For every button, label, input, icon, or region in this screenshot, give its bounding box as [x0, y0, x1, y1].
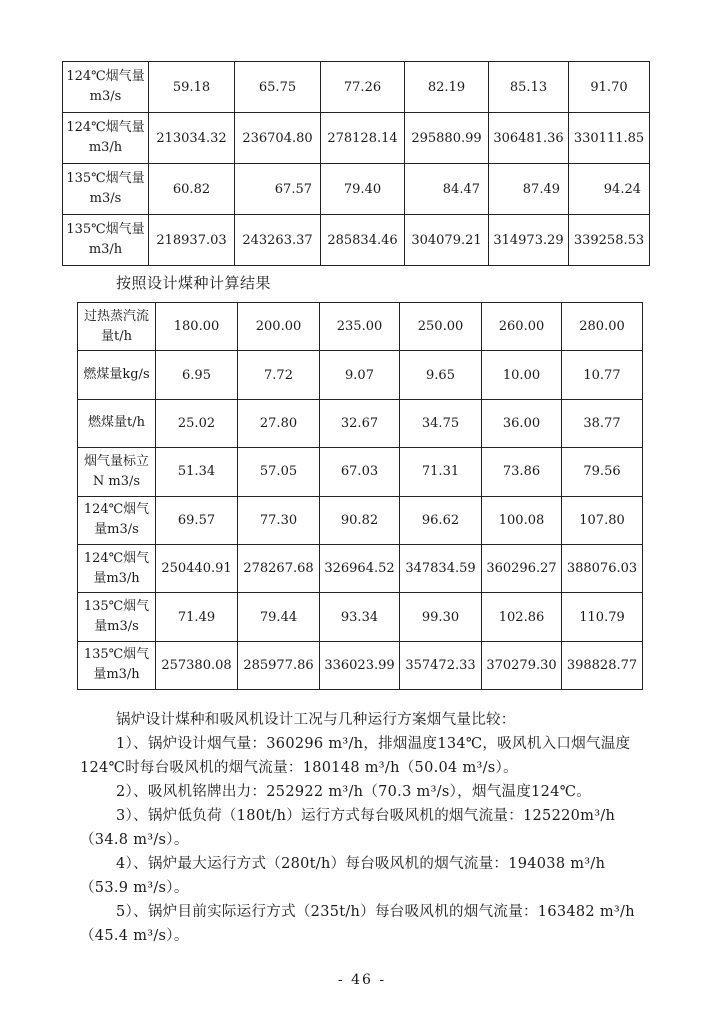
row-header: 135℃烟气量m3/s [78, 593, 156, 641]
table-cell: 110.79 [562, 593, 643, 641]
table-cell: 84.47 [405, 164, 489, 215]
table-cell: 60.82 [149, 164, 235, 215]
table-cell: 102.86 [482, 593, 562, 641]
table-row [78, 448, 643, 496]
row-header: 135℃烟气量m3/s [63, 164, 149, 215]
table-row [63, 215, 650, 266]
table-cell: 360296.27 [482, 544, 562, 592]
table-cell: 260.00 [482, 303, 562, 351]
table-cell: 10.77 [562, 351, 643, 399]
table-cell: 10.00 [482, 351, 562, 399]
table-cell: 285977.86 [238, 641, 320, 689]
table-cell: 94.24 [569, 164, 650, 215]
table-cell: 278267.68 [238, 544, 320, 592]
row-header: 135℃烟气量m3/h [78, 641, 156, 689]
row-header: 124℃烟气量m3/h [78, 544, 156, 592]
table-cell: 51.34 [156, 448, 238, 496]
table-cell: 25.02 [156, 399, 238, 447]
table-cell: 306481.36 [489, 113, 569, 164]
table-cell: 336023.99 [320, 641, 400, 689]
table-cell: 295880.99 [405, 113, 489, 164]
table-cell: 218937.03 [149, 215, 235, 266]
table-cell: 67.57 [235, 164, 321, 215]
table-cell: 180.00 [156, 303, 238, 351]
table-cell: 6.95 [156, 351, 238, 399]
table-cell: 9.65 [400, 351, 482, 399]
table-cell: 314973.29 [489, 215, 569, 266]
table-cell: 250.00 [400, 303, 482, 351]
table-row [63, 164, 650, 215]
table-cell: 236704.80 [235, 113, 321, 164]
table-cell: 278128.14 [321, 113, 405, 164]
table-cell: 347834.59 [400, 544, 482, 592]
table-cell: 250440.91 [156, 544, 238, 592]
page-number: - 46 - [337, 972, 387, 988]
list-item: 1）、锅炉设计烟气量：360296 m³/h，排烟温度134℃，吸风机入口烟气温度124℃时每台吸风机的烟气流量：180148 m³/h（50.04 m³/s）。 [80, 736, 631, 776]
table-cell: 79.56 [562, 448, 643, 496]
table-cell: 280.00 [562, 303, 643, 351]
table-cell: 107.80 [562, 496, 643, 544]
row-header: 124℃烟气量m3/s [78, 496, 156, 544]
table-cell: 77.26 [321, 62, 405, 113]
table-cell: 235.00 [320, 303, 400, 351]
table-row [78, 544, 643, 592]
row-header: 124℃烟气量m3/h [63, 113, 149, 164]
table-cell: 71.49 [156, 593, 238, 641]
list-item: 4）、锅炉最大运行方式（280t/h）每台吸风机的烟气流量：194038 m³/h（53.9 m³/s）。 [80, 856, 606, 896]
table-cell: 34.75 [400, 399, 482, 447]
table-row [78, 593, 643, 641]
table-cell: 82.19 [405, 62, 489, 113]
table-row [78, 496, 643, 544]
table-cell: 69.57 [156, 496, 238, 544]
table-cell: 90.82 [320, 496, 400, 544]
comparison-intro-paragraph: 锅炉设计煤种和吸风机设计工况与几种运行方案烟气量比较： [116, 712, 516, 728]
table-row [78, 351, 643, 399]
table-cell: 67.03 [320, 448, 400, 496]
table-cell: 285834.46 [321, 215, 405, 266]
table-cell: 57.05 [238, 448, 320, 496]
table-cell: 370279.30 [482, 641, 562, 689]
table-cell: 77.30 [238, 496, 320, 544]
table-cell: 65.75 [235, 62, 321, 113]
table-cell: 257380.08 [156, 641, 238, 689]
design-coal-results-table [77, 302, 643, 690]
table-cell: 357472.33 [400, 641, 482, 689]
table-cell: 99.30 [400, 593, 482, 641]
table-cell: 38.77 [562, 399, 643, 447]
list-item: 2）、吸风机铭牌出力：252922 m³/h（70.3 m³/s），烟气温度124℃。 [116, 784, 592, 800]
table-cell: 96.62 [400, 496, 482, 544]
row-header: 烟气量标立N m3/s [78, 448, 156, 496]
table-cell: 36.00 [482, 399, 562, 447]
table-cell: 100.08 [482, 496, 562, 544]
table-row [78, 399, 643, 447]
table-cell: 91.70 [569, 62, 650, 113]
row-header: 124℃烟气量m3/s [63, 62, 149, 113]
table-cell: 398828.77 [562, 641, 643, 689]
table-cell: 304079.21 [405, 215, 489, 266]
table-cell: 71.31 [400, 448, 482, 496]
table-cell: 79.40 [321, 164, 405, 215]
row-header: 135℃烟气量m3/h [63, 215, 149, 266]
table-cell: 73.86 [482, 448, 562, 496]
list-item: 5）、锅炉目前实际运行方式（235t/h）每台吸风机的烟气流量：163482 m³/h（45.4 m³/s）。 [80, 904, 635, 944]
table-row [78, 641, 643, 689]
table-cell: 87.49 [489, 164, 569, 215]
table-cell: 93.34 [320, 593, 400, 641]
table-cell: 79.44 [238, 593, 320, 641]
table-cell: 388076.03 [562, 544, 643, 592]
table-row [63, 113, 650, 164]
row-header: 燃煤量t/h [78, 399, 156, 447]
flue-gas-table-continued [62, 61, 650, 266]
table-cell: 243263.37 [235, 215, 321, 266]
table-cell: 7.72 [238, 351, 320, 399]
table-cell: 85.13 [489, 62, 569, 113]
table-row [78, 303, 643, 351]
row-header: 过热蒸汽流量t/h [78, 303, 156, 351]
table-cell: 9.07 [320, 351, 400, 399]
table-cell: 213034.32 [149, 113, 235, 164]
table-cell: 59.18 [149, 62, 235, 113]
table-cell: 330111.85 [569, 113, 650, 164]
table-cell: 326964.52 [320, 544, 400, 592]
table-cell: 200.00 [238, 303, 320, 351]
table-cell: 339258.53 [569, 215, 650, 266]
list-item: 3）、锅炉低负荷（180t/h）运行方式每台吸风机的烟气流量：125220m³/h（34.8 m³/s）。 [80, 808, 616, 848]
table-caption: 按照设计煤种计算结果 [116, 274, 272, 292]
table-row [63, 62, 650, 113]
table-cell: 27.80 [238, 399, 320, 447]
table-cell: 32.67 [320, 399, 400, 447]
row-header: 燃煤量kg/s [78, 351, 156, 399]
